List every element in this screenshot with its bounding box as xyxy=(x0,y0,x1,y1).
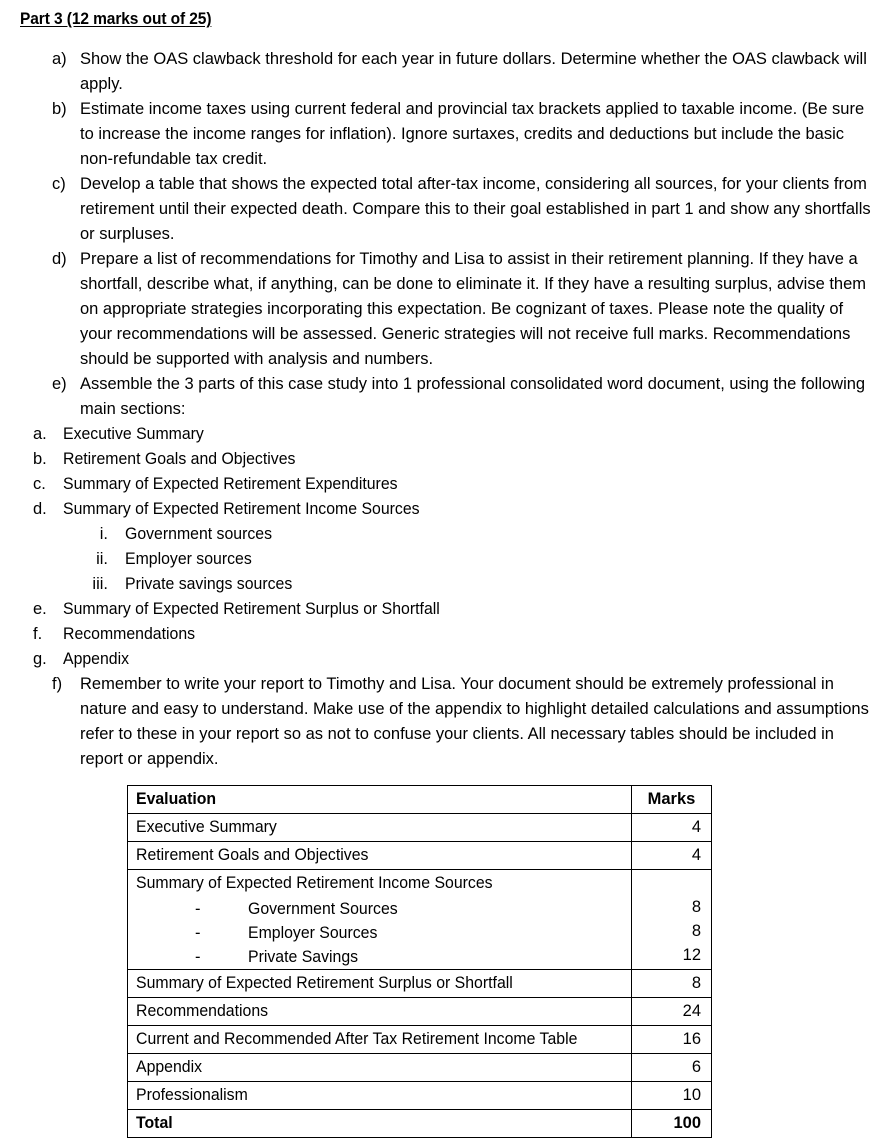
list-marker-f: f) xyxy=(52,675,63,693)
table-row xyxy=(128,1054,712,1082)
row-marks-cell xyxy=(632,814,712,842)
section-item-expenditures xyxy=(0,472,878,497)
list-item-e xyxy=(0,372,878,422)
group-sublabel-employer-sources: Employer Sources xyxy=(248,924,378,942)
section-marker-e: e. xyxy=(33,600,47,618)
group-sublabel-private-savings: Private Savings xyxy=(248,948,359,966)
table-row xyxy=(128,814,712,842)
bullet-dash-icon: - xyxy=(195,924,201,942)
header-label-marks: Marks xyxy=(647,790,696,808)
row-marks-cell xyxy=(632,842,712,870)
page-title: Part 3 (12 marks out of 25) xyxy=(20,10,212,28)
section-item-surplus-shortfall xyxy=(0,597,878,622)
total-marks-cell xyxy=(632,1110,712,1138)
section-item-executive-summary xyxy=(0,422,878,447)
row-label-cell xyxy=(128,1054,632,1082)
section-item-retirement-goals xyxy=(0,447,878,472)
list-marker-b: b) xyxy=(52,100,67,118)
row-label-after-tax-income-table: Current and Recommended After Tax Retirement Income Table xyxy=(136,1030,578,1048)
list-text-d: Prepare a list of recommendations for Timothy and Lisa to assist in their retirement planning. If they have a shortfall, describe what, if anything, can be done to eliminate it. If they have a resulting surplus, advise them on appropriate strategies incorporating this expectation. Be cognizant of taxes. Please note the quality of your recommendations will be assessed. Generic strategies will not receive full marks. Recommendations should be supported with analysis and numbers. xyxy=(80,250,867,368)
row-label-recommendations: Recommendations xyxy=(136,1002,269,1020)
list-marker-c: c) xyxy=(52,175,66,193)
subsection-item-employer-sources xyxy=(0,547,878,572)
section-marker-g: g. xyxy=(33,650,47,668)
section-item-recommendations xyxy=(0,622,878,647)
table-total-row xyxy=(128,1110,712,1138)
list-item-f xyxy=(0,672,878,772)
total-label: Total xyxy=(136,1114,173,1132)
row-marks-appendix: 6 xyxy=(691,1058,701,1076)
section-label-income-sources: Summary of Expected Retirement Income Sources xyxy=(63,500,420,518)
group-label-income-sources: Summary of Expected Retirement Income Sources xyxy=(136,874,493,892)
row-marks-cell xyxy=(632,1026,712,1054)
subsection-label-employer-sources: Employer sources xyxy=(125,550,252,568)
row-marks-cell xyxy=(632,1082,712,1110)
group-subitem-government-sources xyxy=(128,897,631,921)
list-marker-a: a) xyxy=(52,50,67,68)
row-label-cell xyxy=(128,970,632,998)
list-item-b xyxy=(0,97,878,172)
evaluation-table xyxy=(127,785,712,1138)
table-row xyxy=(128,1026,712,1054)
row-marks-surplus-shortfall: 8 xyxy=(691,974,701,992)
row-marks-recommendations: 24 xyxy=(682,1002,701,1020)
row-marks-retirement-goals: 4 xyxy=(691,846,701,864)
main-question-list xyxy=(0,47,878,772)
row-label-retirement-goals: Retirement Goals and Objectives xyxy=(136,846,369,864)
list-text-c: Develop a table that shows the expected total after-tax income, considering all sources, for your clients from retirement until their expected death. Compare this to their goal established in part 1 and show any shortfalls or surpluses. xyxy=(80,175,871,243)
bullet-dash-icon: - xyxy=(195,948,201,966)
row-label-cell xyxy=(128,998,632,1026)
section-label-surplus-shortfall: Summary of Expected Retirement Surplus or Shortfall xyxy=(63,600,440,618)
section-marker-b: b. xyxy=(33,450,47,468)
table-header-row xyxy=(128,786,712,814)
section-item-appendix xyxy=(0,647,878,672)
row-label-cell xyxy=(128,842,632,870)
bullet-dash-icon: - xyxy=(195,900,201,918)
row-label-cell xyxy=(128,1082,632,1110)
row-label-cell xyxy=(128,814,632,842)
group-subitem-employer-sources xyxy=(128,921,631,945)
section-label-expenditures: Summary of Expected Retirement Expenditures xyxy=(63,475,398,493)
row-marks-cell xyxy=(632,970,712,998)
table-row xyxy=(128,998,712,1026)
group-marks-government-sources: 8 xyxy=(691,898,701,916)
total-label-cell xyxy=(128,1110,632,1138)
header-cell-marks xyxy=(632,786,712,814)
section-marker-a: a. xyxy=(33,425,47,443)
table-group-row-income-sources xyxy=(128,870,712,970)
section-label-appendix: Appendix xyxy=(63,650,130,668)
row-label-surplus-shortfall: Summary of Expected Retirement Surplus or Shortfall xyxy=(136,974,513,992)
header-label-evaluation: Evaluation xyxy=(136,790,217,808)
group-sublabel-government-sources: Government Sources xyxy=(248,900,398,918)
table-row xyxy=(128,842,712,870)
row-label-professionalism: Professionalism xyxy=(136,1086,248,1104)
group-label-cell xyxy=(128,870,632,970)
group-subitem-private-savings xyxy=(128,945,631,969)
group-marks-employer-sources: 8 xyxy=(691,922,701,940)
total-marks: 100 xyxy=(673,1114,701,1132)
evaluation-table-container xyxy=(127,785,711,1138)
row-marks-cell xyxy=(632,998,712,1026)
list-text-a: Show the OAS clawback threshold for each year in future dollars. Determine whether the OAS clawback will apply. xyxy=(80,50,867,93)
subsection-item-government-sources xyxy=(0,522,878,547)
subsection-marker-iii: iii. xyxy=(92,575,108,593)
group-marks-stack xyxy=(632,870,711,969)
row-marks-professionalism: 10 xyxy=(682,1086,701,1104)
subsection-marker-i: i. xyxy=(99,525,108,543)
section-label-executive-summary: Executive Summary xyxy=(63,425,204,443)
row-label-appendix: Appendix xyxy=(136,1058,203,1076)
group-marks-cell xyxy=(632,870,712,970)
list-marker-e: e) xyxy=(52,375,67,393)
list-item-c xyxy=(0,172,878,247)
section-item-income-sources xyxy=(0,497,878,522)
list-text-e: Assemble the 3 parts of this case study into 1 professional consolidated word document, using the following main sections: xyxy=(80,375,866,418)
section-label-recommendations: Recommendations xyxy=(63,625,196,643)
subsection-label-private-savings-sources: Private savings sources xyxy=(125,575,293,593)
row-marks-executive-summary: 4 xyxy=(691,818,701,836)
section-marker-d: d. xyxy=(33,500,47,518)
table-row xyxy=(128,1082,712,1110)
report-sections-list xyxy=(0,422,878,672)
row-marks-after-tax-income-table: 16 xyxy=(682,1030,701,1048)
subsection-marker-ii: ii. xyxy=(96,550,108,568)
section-marker-f: f. xyxy=(33,625,43,643)
section-label-retirement-goals: Retirement Goals and Objectives xyxy=(63,450,296,468)
group-marks-private-savings: 12 xyxy=(682,946,701,964)
list-item-a xyxy=(0,47,878,97)
list-marker-d: d) xyxy=(52,250,67,268)
table-row xyxy=(128,970,712,998)
list-text-f: Remember to write your report to Timothy and Lisa. Your document should be extremely professional in nature and easy to understand. Make use of the appendix to highlight detailed calculations and assumptions refer to these in your report so as not to confuse your clients. All necessary tables should be included in report or appendix. xyxy=(80,675,869,768)
list-text-b: Estimate income taxes using current federal and provincial tax brackets applied to taxable income. (Be sure to increase the income ranges for inflation). Ignore surtaxes, credits and deductions but include the basic non-refundable tax credit. xyxy=(80,100,865,168)
row-label-cell xyxy=(128,1026,632,1054)
list-item-d xyxy=(0,247,878,372)
row-label-executive-summary: Executive Summary xyxy=(136,818,277,836)
income-source-sublist xyxy=(0,522,878,597)
subsection-label-government-sources: Government sources xyxy=(125,525,273,543)
subsection-item-private-savings-sources xyxy=(0,572,878,597)
header-cell-evaluation xyxy=(128,786,632,814)
section-marker-c: c. xyxy=(33,475,46,493)
row-marks-cell xyxy=(632,1054,712,1082)
